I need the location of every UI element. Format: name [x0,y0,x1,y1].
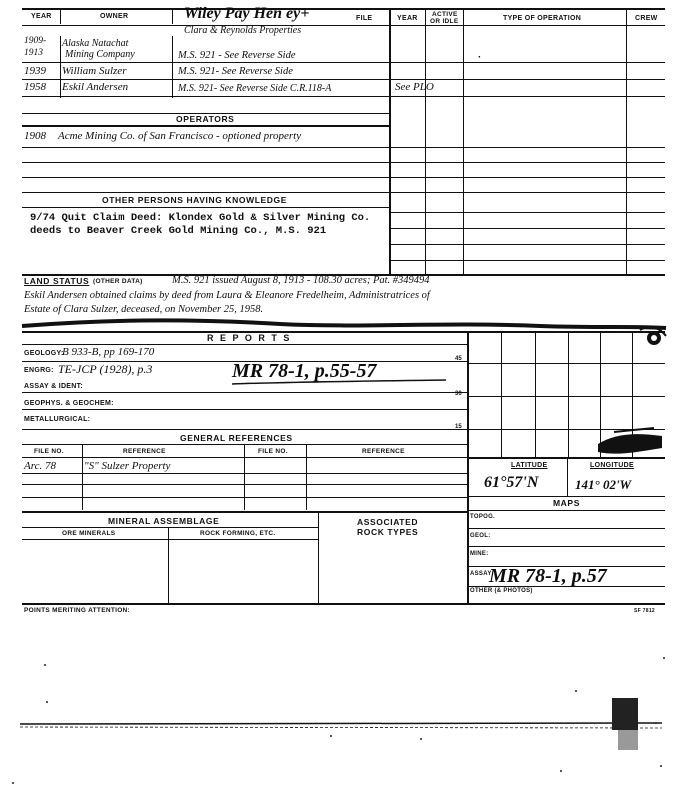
year2-label: YEAR [397,15,418,22]
assay-ident-label: ASSAY & IDENT: [24,383,84,390]
latitude-label: LATITUDE [511,462,548,469]
scale-45: 45 [455,356,462,362]
other-persons-line-1: 9/74 Quit Claim Deed: Klondex Gold & Silver Mining Co. [30,212,371,224]
associated-label: ASSOCIATED [357,517,419,527]
scan-artifact-block [612,698,638,730]
geophys-label: GEOPHYS. & GEOCHEM: [24,400,114,407]
owner-row-2-year: 1913 [24,48,43,58]
owner-label: OWNER [100,13,129,20]
maps-label: MAPS [553,498,580,508]
col-reference-2: REFERENCE [362,448,405,455]
topog-label: TOPOG. [470,514,496,520]
owner-row-3-name: William Sulzer [62,65,127,77]
land-status-sublabel: (OTHER DATA) [93,278,143,285]
see-plo: See PLO [395,81,434,93]
owner-row-3-file: M.S. 921- See Reverse Side [178,66,293,77]
bottom-scan-line [18,718,668,738]
gen-ref-row-1-reference: "S" Sulzer Property [84,460,171,472]
metallurgical-label: METALLURGICAL: [24,416,91,423]
col-reference: REFERENCE [123,448,166,455]
scale-30: 30 [455,391,462,397]
land-status-scribble [20,314,670,340]
mr-underline [230,378,450,388]
year-label: YEAR [31,13,52,20]
owner-row-3-year: 1939 [24,65,46,77]
other-photos-label: OTHER (& PHOTOS) [470,588,533,594]
corner-mark [640,326,666,348]
col-file-no-2: FILE NO. [258,448,288,455]
latitude-value: 61°57'N [484,474,539,491]
operator-row-1-year: 1908 [24,130,46,142]
active-label: ACTIVE [432,11,458,18]
geol-label: GEOL: [470,533,491,539]
gen-ref-row-1-file: Arc. 78 [24,460,56,472]
scale-15: 15 [455,424,462,430]
engrg-value: TE-JCP (1928), p.3 [58,362,153,376]
land-status-line-1: M.S. 921 issued August 8, 1913 - 108.30 acres; Pat. #349494 [172,275,430,286]
file-label: FILE [356,15,373,22]
crew-label: CREW [635,15,658,22]
form-number: SF 7812 [634,608,656,614]
mr-reference: MR 78-1, p.55-57 [232,360,377,382]
reports-label: R E P O R T S [207,333,292,343]
longitude-value: 141° 02'W [575,477,632,492]
property-name: Wiley Pay Hen ey+ [184,5,310,22]
land-status-line-3: Estate of Clara Sulzer, deceased, on November 25, 1958. [24,304,264,315]
geology-value: B 933-B, pp 169-170 [62,346,155,358]
owner-row-4-file: M.S. 921- See Reverse Side C.R.118-A [178,83,332,94]
land-status-label: LAND STATUS [24,276,90,286]
general-references-label: GENERAL REFERENCES [180,433,293,443]
geology-label: GEOLOGY: [24,350,64,357]
owners-subtitle: Clara & Reynolds Properties [184,25,302,36]
operators-label: OPERATORS [176,114,235,124]
owner-row-1-name: Alaska Natachat [62,38,129,49]
points-meriting-attention-label: POINTS MERITING ATTENTION: [24,607,131,614]
operator-row-1-text: Acme Mining Co. of San Francisco - optioned property [58,130,302,142]
file-column-divider [389,9,391,275]
col-file-no: FILE NO. [34,448,64,455]
rock-forming-label: ROCK FORMING, ETC. [200,530,276,537]
assay-map-value: MR 78-1, p.57 [489,565,607,587]
mine-label: MINE: [470,551,489,557]
engrg-label: ENGRG: [24,367,54,374]
owner-dot: · [478,52,482,63]
scan-artifact-shadow [618,730,638,750]
or-idle-label: OR IDLE [430,18,459,25]
ore-minerals-label: ORE MINERALS [62,530,116,537]
owner-row-4-name: Eskil Andersen [62,81,129,93]
type-of-operation-label: TYPE OF OPERATION [503,15,582,22]
owner-row-2-name: Mining Company [65,49,135,60]
top-border [22,8,665,10]
other-persons-label: OTHER PERSONS HAVING KNOWLEDGE [102,195,288,205]
other-persons-line-2: deeds to Beaver Creek Gold Mining Co., M.S. 921 [30,225,327,237]
rock-types-label: ROCK TYPES [357,527,419,537]
ink-smudge [594,426,666,458]
land-status-line-2: Eskil Andersen obtained claims by deed from Laura & Eleanore Fredelheim, Administratrices of [24,290,430,301]
assay-map-label: ASSAY [470,571,492,577]
owner-row-2-file: M.S. 921 - See Reverse Side [178,50,296,61]
owner-row-4-year: 1958 [24,81,46,93]
mineral-assemblage-label: MINERAL ASSEMBLAGE [108,516,220,526]
owner-row-1-year: 1909- [24,36,47,46]
longitude-label: LONGITUDE [590,462,634,469]
